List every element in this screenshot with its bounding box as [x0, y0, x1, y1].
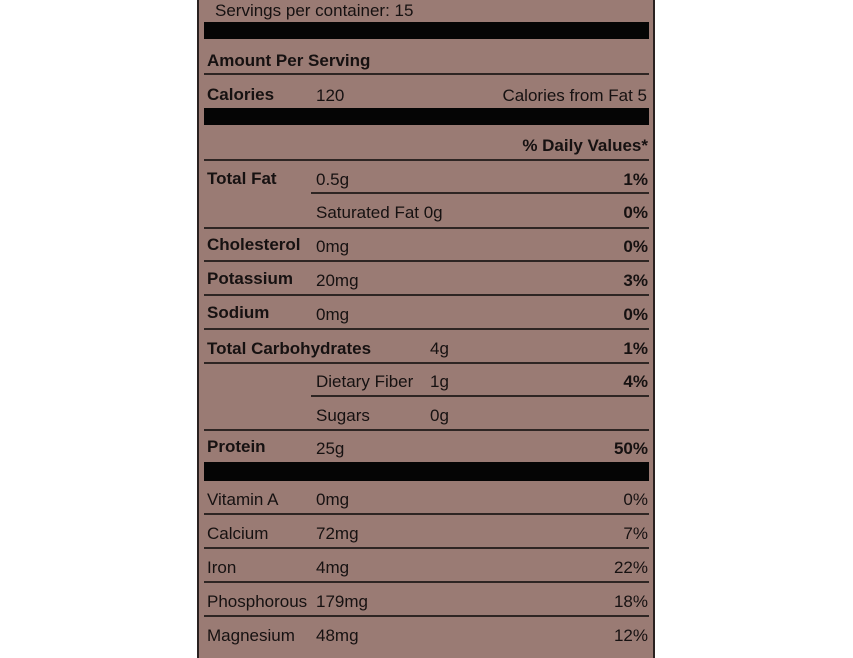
divider-line — [204, 547, 649, 549]
nutrient-label: Potassium — [207, 269, 293, 288]
divider-line — [204, 429, 649, 431]
daily-values-heading: % Daily Values* — [522, 136, 648, 155]
vitamin-dv: 12% — [613, 626, 648, 645]
nutrient-dv: 1% — [623, 170, 648, 189]
divider-bar — [204, 108, 649, 125]
vitamin-dv: 22% — [613, 558, 648, 577]
vitamin-dv: 0% — [623, 490, 648, 509]
divider-bar — [204, 22, 649, 39]
nutrient-dv: 0% — [623, 305, 648, 324]
nutrient-amount: 4g — [430, 339, 449, 358]
nutrient-dv: 0% — [623, 203, 648, 222]
nutrient-amount: 0.5g — [316, 170, 350, 189]
nutrient-label: Sodium — [207, 303, 270, 322]
vitamin-amount: 179mg — [316, 592, 368, 611]
nutrient-dv: 0% — [623, 237, 648, 256]
divider-line — [204, 260, 649, 262]
vitamin-dv: 7% — [623, 524, 648, 543]
vitamin-label: Calcium — [207, 524, 269, 543]
divider-line — [311, 192, 649, 194]
divider-line — [204, 362, 649, 364]
divider-line — [204, 615, 649, 617]
nutrient-amount: 20mg — [316, 271, 359, 290]
nutrient-amount: 1g — [430, 372, 449, 391]
nutrient-label: Dietary Fiber — [316, 372, 414, 391]
divider-line — [204, 328, 649, 330]
nutrient-amount: 0mg — [316, 305, 350, 324]
amount-per-serving-heading: Amount Per Serving — [207, 51, 371, 70]
calories-from-fat: Calories from Fat 5 — [502, 86, 647, 105]
servings-text: Servings per container: 15 — [215, 1, 414, 20]
divider-bar — [204, 462, 649, 481]
vitamin-amount: 0mg — [316, 490, 350, 509]
vitamin-label: Magnesium — [207, 626, 295, 645]
calories-label: Calories — [207, 85, 275, 104]
nutrient-label: Protein — [207, 437, 266, 456]
divider-line — [311, 395, 649, 397]
nutrient-dv: 4% — [623, 372, 648, 391]
vitamin-dv: 18% — [613, 592, 648, 611]
nutrient-amount: 0mg — [316, 237, 350, 256]
divider-line — [204, 227, 649, 229]
divider-line — [204, 73, 649, 75]
nutrient-label: Cholesterol — [207, 235, 301, 254]
calories-value: 120 — [316, 86, 345, 105]
vitamin-label: Phosphorous — [207, 592, 308, 611]
vitamin-amount: 4mg — [316, 558, 350, 577]
nutrient-dv: 50% — [613, 439, 648, 458]
nutrition-facts-panel — [197, 0, 655, 658]
nutrient-dv: 1% — [623, 339, 648, 358]
nutrient-dv: 3% — [623, 271, 648, 290]
nutrient-label: Sugars — [316, 406, 370, 425]
vitamin-amount: 72mg — [316, 524, 359, 543]
divider-line — [204, 513, 649, 515]
nutrient-label: Total Carbohydrates — [207, 339, 372, 358]
nutrient-amount: 25g — [316, 439, 345, 458]
nutrient-label: Total Fat — [207, 169, 277, 188]
divider-line — [204, 159, 649, 161]
vitamin-amount: 48mg — [316, 626, 359, 645]
nutrient-amount: 0g — [430, 406, 449, 425]
vitamin-label: Vitamin A — [207, 490, 279, 509]
vitamin-label: Iron — [207, 558, 237, 577]
divider-line — [204, 581, 649, 583]
divider-line — [204, 294, 649, 296]
nutrient-label: Saturated Fat 0g — [316, 203, 443, 222]
